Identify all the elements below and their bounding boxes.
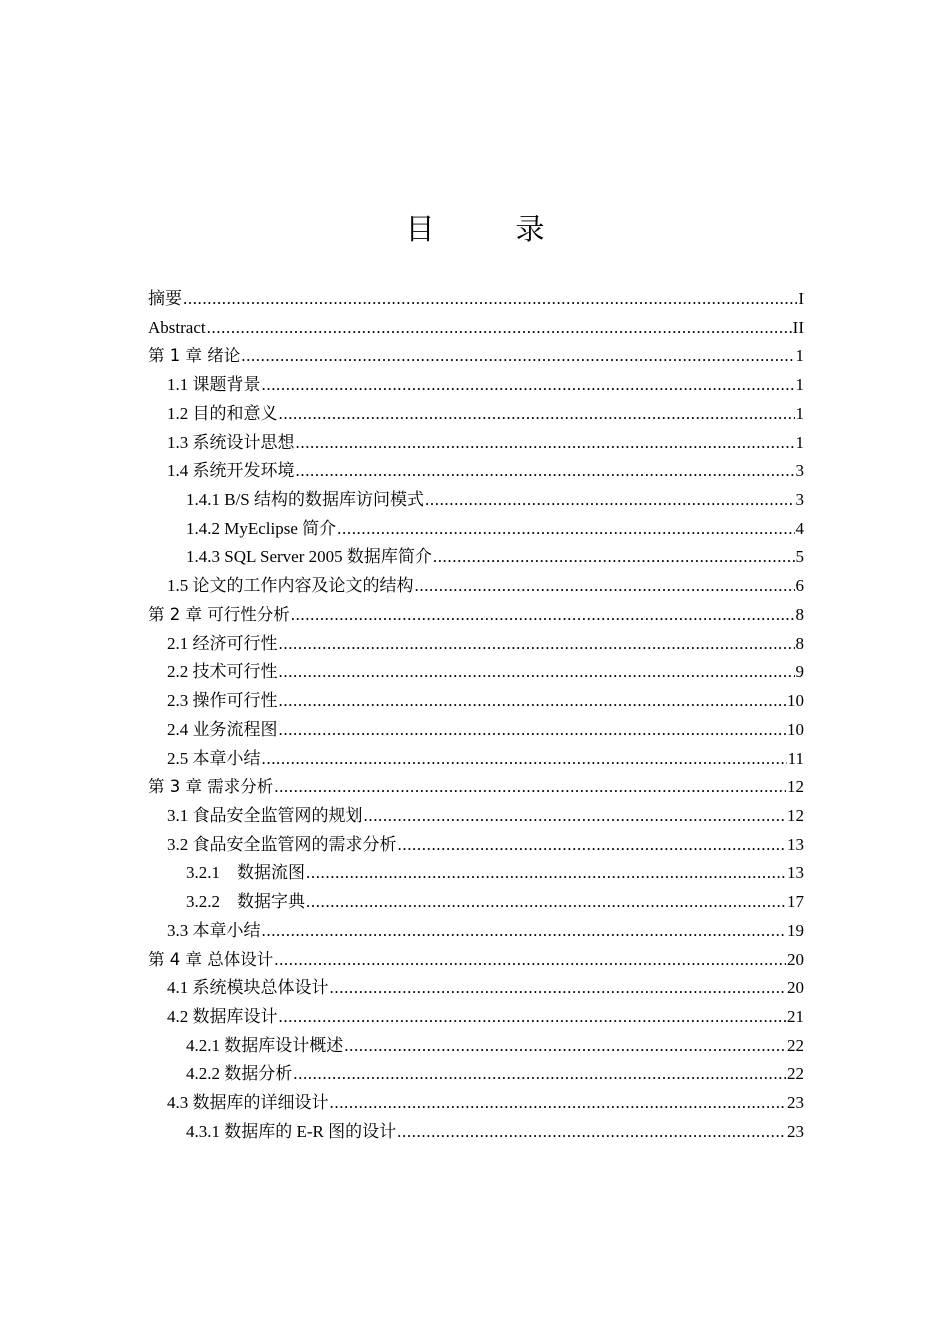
- toc-page-number: 3: [795, 461, 804, 481]
- toc-entry-title: 3.3 本章小结: [167, 920, 261, 940]
- toc-entry-title: 2.2 技术可行性: [167, 662, 278, 682]
- toc-dot-leader: [306, 888, 786, 917]
- toc-entry[interactable]: [148, 1089, 804, 1118]
- toc-dot-leader: [364, 802, 787, 831]
- toc-entry-title: 3.1 食品安全监管网的规划: [167, 805, 363, 825]
- toc-entry-title: 第 2 章 可行性分析: [148, 604, 290, 624]
- toc-dot-leader: [344, 1032, 786, 1061]
- toc-entry-title: 第 4 章 总体设计: [148, 949, 274, 969]
- toc-entry[interactable]: [148, 457, 804, 486]
- toc-entry[interactable]: [148, 658, 804, 687]
- toc-entry-title: 2.4 业务流程图: [167, 719, 278, 739]
- toc-entry[interactable]: [148, 888, 804, 917]
- toc-page-number: 17: [787, 892, 804, 912]
- toc-entry-title: 1.4.3 SQL Server 2005 数据库简介: [186, 547, 432, 567]
- toc-dot-leader: [183, 285, 797, 314]
- toc-entry[interactable]: [148, 572, 804, 601]
- toc-entry[interactable]: [148, 314, 804, 343]
- toc-page-number: 22: [787, 1035, 804, 1055]
- toc-entry-title: 3.2.2 数据字典: [186, 892, 305, 912]
- toc-page-number: 23: [787, 1093, 804, 1113]
- page-title: 目 录: [405, 212, 571, 246]
- toc-page-number: 10: [787, 719, 804, 739]
- toc-entry[interactable]: [148, 486, 804, 515]
- toc-entry[interactable]: [148, 1060, 804, 1089]
- toc-dot-leader: [425, 486, 794, 515]
- toc-entry[interactable]: [148, 831, 804, 860]
- toc-page-number: 22: [787, 1064, 804, 1084]
- toc-entry-title: 4.2.1 数据库设计概述: [186, 1035, 344, 1055]
- toc-entry[interactable]: [148, 716, 804, 745]
- toc-dot-leader: [241, 342, 794, 371]
- toc-entry-title: Abstract: [148, 317, 206, 337]
- toc-page-number: 1: [795, 375, 804, 395]
- toc-page-number: 1: [795, 403, 804, 423]
- toc-entry[interactable]: [148, 515, 804, 544]
- toc-page-number: 10: [787, 691, 804, 711]
- toc-entry-title: 3.2.1 数据流图: [186, 863, 305, 883]
- toc-dot-leader: [330, 1089, 787, 1118]
- toc-page-number: 20: [787, 978, 804, 998]
- toc-page-number: 3: [795, 490, 804, 510]
- toc-entry-title: 4.2 数据库设计: [167, 1006, 278, 1026]
- toc-dot-leader: [293, 1060, 786, 1089]
- toc-dot-leader: [279, 630, 795, 659]
- toc-dot-leader: [279, 716, 787, 745]
- toc-dot-leader: [262, 745, 787, 774]
- toc-dot-leader: [207, 314, 792, 343]
- toc-entry-title: 3.2 食品安全监管网的需求分析: [167, 834, 397, 854]
- toc-entry[interactable]: [148, 917, 804, 946]
- toc-entry-title: 4.3 数据库的详细设计: [167, 1093, 329, 1113]
- toc-page-number: 20: [787, 949, 804, 969]
- toc-dot-leader: [279, 687, 787, 716]
- toc-page-number: 4: [795, 518, 804, 538]
- toc-entry[interactable]: [148, 745, 804, 774]
- toc-entry[interactable]: [148, 630, 804, 659]
- toc-entry-title: 2.3 操作可行性: [167, 691, 278, 711]
- toc-dot-leader: [262, 917, 787, 946]
- toc-entry-title: 1.5 论文的工作内容及论文的结构: [167, 576, 414, 596]
- toc-chapter-entry[interactable]: [148, 946, 804, 975]
- toc-entry-title: 4.2.2 数据分析: [186, 1064, 293, 1084]
- toc-page-number: 23: [787, 1121, 804, 1141]
- toc-entry-title: 第 1 章 绪论: [148, 346, 241, 366]
- toc-page-number: 6: [795, 576, 804, 596]
- toc-entry[interactable]: [148, 1118, 804, 1147]
- toc-dot-leader: [291, 601, 795, 630]
- toc-page-number: 12: [787, 777, 804, 797]
- toc-entry[interactable]: [148, 1003, 804, 1032]
- toc-chapter-entry[interactable]: [148, 773, 804, 802]
- toc-page-number: 9: [795, 662, 804, 682]
- toc-dot-leader: [274, 773, 786, 802]
- toc-entry[interactable]: [148, 285, 804, 314]
- toc-entry-title: 1.2 目的和意义: [167, 403, 278, 423]
- toc-dot-leader: [398, 831, 787, 860]
- toc-entry-title: 1.3 系统设计思想: [167, 432, 295, 452]
- toc-dot-leader: [296, 429, 795, 458]
- toc-entry[interactable]: [148, 371, 804, 400]
- toc-page-number: 1: [795, 432, 804, 452]
- toc-page-number: 13: [787, 834, 804, 854]
- toc-dot-leader: [415, 572, 795, 601]
- toc-chapter-entry[interactable]: [148, 342, 804, 371]
- toc-page-number: 8: [795, 633, 804, 653]
- toc-dot-leader: [296, 457, 795, 486]
- toc-entry-title: 1.4.1 B/S 结构的数据库访问模式: [186, 490, 425, 510]
- toc-dot-leader: [330, 974, 787, 1003]
- toc-page-number: 12: [787, 805, 804, 825]
- toc-dot-leader: [274, 946, 786, 975]
- toc-dot-leader: [279, 400, 795, 429]
- toc-entry-title: 2.1 经济可行性: [167, 633, 278, 653]
- toc-entry[interactable]: [148, 429, 804, 458]
- toc-entry-title: 1.4 系统开发环境: [167, 461, 295, 481]
- toc-entry[interactable]: [148, 543, 804, 572]
- toc-page-number: 19: [787, 920, 804, 940]
- toc-entry[interactable]: [148, 687, 804, 716]
- toc-page-number: I: [798, 289, 804, 308]
- toc-page-number: 5: [795, 547, 804, 567]
- toc-entry[interactable]: [148, 1032, 804, 1061]
- toc-dot-leader: [279, 1003, 787, 1032]
- toc-entry[interactable]: [148, 802, 804, 831]
- toc-dot-leader: [306, 859, 786, 888]
- toc-entry-title: 4.3.1 数据库的 E-R 图的设计: [186, 1121, 397, 1141]
- toc-dot-leader: [279, 658, 795, 687]
- toc-dot-leader: [433, 543, 795, 572]
- toc-entry-title: 4.1 系统模块总体设计: [167, 978, 329, 998]
- toc-page-number: 11: [787, 748, 804, 768]
- toc-entry-title: 第 3 章 需求分析: [148, 777, 274, 797]
- toc-entry-title: 1.4.2 MyEclipse 简介: [186, 518, 337, 538]
- toc-page-number: 1: [795, 346, 804, 366]
- toc-entry[interactable]: [148, 859, 804, 888]
- table-of-contents: [148, 285, 804, 1147]
- toc-dot-leader: [397, 1118, 786, 1147]
- toc-page-number: 13: [787, 863, 804, 883]
- toc-entry-title: 2.5 本章小结: [167, 748, 261, 768]
- toc-page-number: 8: [795, 604, 804, 624]
- toc-page-number: 21: [787, 1006, 804, 1026]
- toc-entry[interactable]: [148, 400, 804, 429]
- toc-entry[interactable]: [148, 974, 804, 1003]
- toc-entry-title: 摘要: [148, 289, 182, 308]
- toc-entry-title: 1.1 课题背景: [167, 375, 261, 395]
- toc-dot-leader: [262, 371, 795, 400]
- toc-dot-leader: [337, 515, 794, 544]
- toc-chapter-entry[interactable]: [148, 601, 804, 630]
- toc-page-number: II: [792, 317, 804, 337]
